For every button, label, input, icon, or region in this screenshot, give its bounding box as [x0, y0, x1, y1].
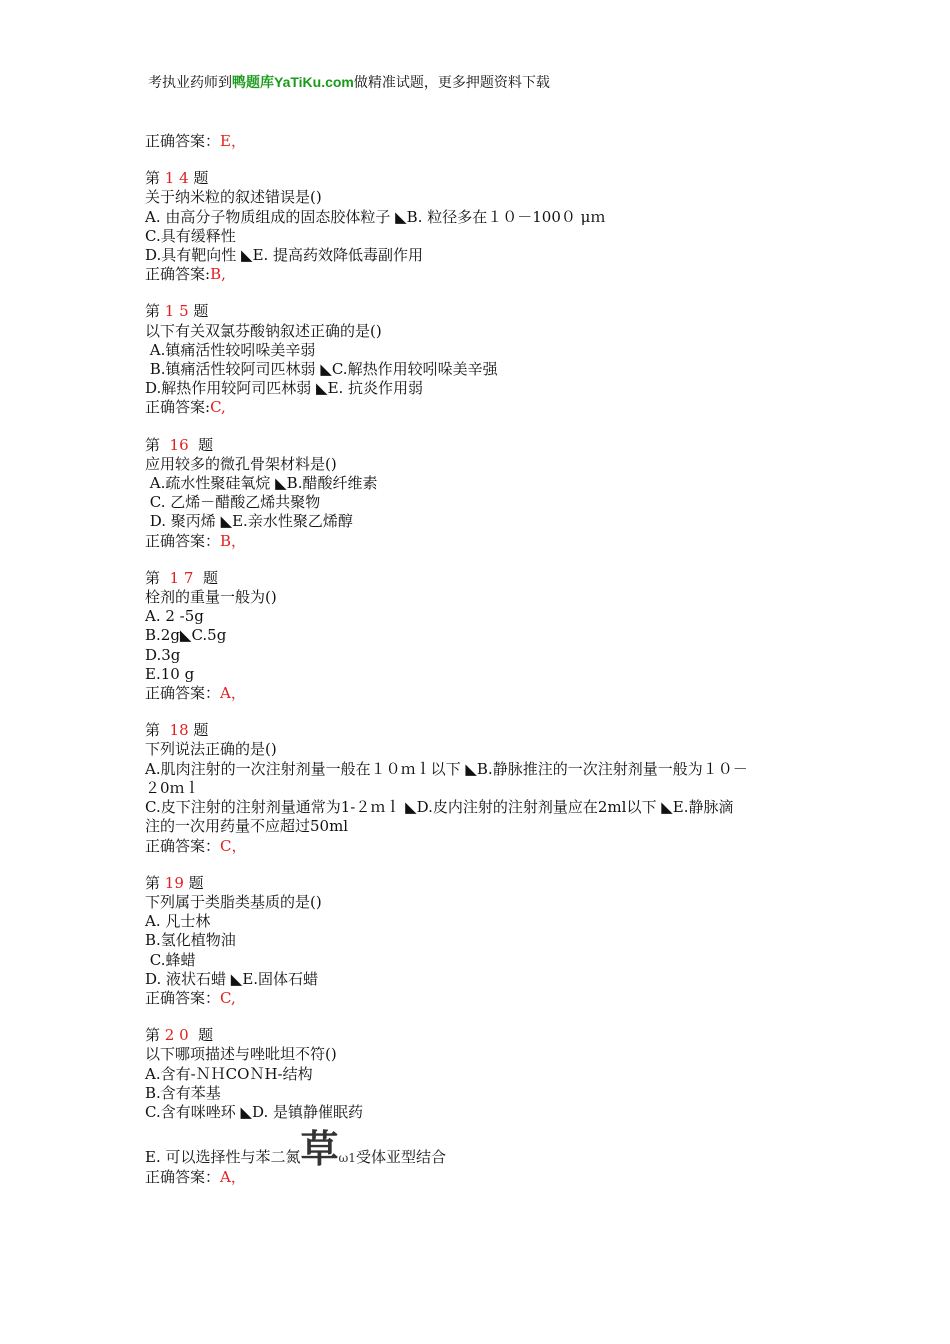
option-line: C.含有咪唑环 ◣D. 是镇静催眠药 [145, 1102, 364, 1121]
option-line: D.解热作用较阿司匹林弱 ◣E. 抗炎作用弱 [145, 379, 424, 398]
question-15 [145, 302, 810, 417]
question-stem: 应用较多的微孔骨架材料是() [145, 454, 337, 473]
answer-line: 正确答案:C, [145, 398, 226, 417]
question-stem: 以下有关双氯芬酸钠叙述正确的是() [145, 321, 382, 340]
question-stem: 下列说法正确的是() [145, 740, 277, 759]
answer-line: 正确答案：C， [145, 836, 247, 855]
header-suffix: 做精准试题，更多押题资料下载 [353, 75, 550, 91]
option-line: A.疏水性聚硅氧烷 ◣B.醋酸纤维素 [145, 474, 378, 493]
question-stem: 以下哪项描述与唑吡坦不符() [145, 1045, 337, 1064]
header-site[interactable]: YaTiKu [274, 74, 322, 90]
question-14 [145, 169, 810, 284]
embedded-formula-image: 草 [300, 1126, 339, 1172]
option-line: C.皮下注射的注射剂量通常为1-２ｍｌ ◣D.皮内注射的注射剂量应在2ml以下 ◣E.静脉滴 [145, 798, 734, 817]
question-19 [145, 874, 810, 1008]
option-line: A.含有-ＮＨCOＮH-结构 [145, 1064, 313, 1083]
option-line: A.肌肉注射的一次注射剂量一般在１０ｍｌ以下 ◣B.静脉推注的一次注射剂量一般为１０－ [145, 759, 748, 778]
question-heading: 第 1 5 题 [145, 302, 209, 321]
page-header [148, 72, 550, 92]
answer-line: 正确答案：C, [145, 988, 236, 1007]
answer-value: C, [210, 398, 226, 417]
answer-line: 正确答案：B， [145, 531, 247, 550]
answer-line: 正确答案：E， [145, 132, 246, 150]
answer-value: B, [210, 265, 226, 284]
question-20 [145, 1026, 810, 1187]
answer-value: A， [220, 1168, 246, 1187]
question-stem: 栓剂的重量一般为() [145, 588, 277, 607]
answer-value: E， [220, 132, 246, 150]
option-line: B.镇痛活性较阿司匹林弱 ◣C.解热作用较吲哚美辛强 [145, 360, 498, 379]
option-line-with-image: E. 可以选择性与苯二氮草ω1受体亚型结合 [145, 1126, 446, 1172]
question-heading: 第 1 7 题 [145, 568, 218, 587]
answer-value: B， [220, 531, 247, 550]
answer-line: 正确答案：A， [145, 1168, 246, 1187]
option-line: C. 乙烯－醋酸乙烯共聚物 [145, 493, 321, 512]
formula-subscript: ω1 [338, 1150, 356, 1165]
question-17 [145, 569, 810, 703]
question-heading: 第 16 题 [145, 435, 214, 454]
answer-value: C, [220, 988, 236, 1007]
option-line: ２0ｍｌ [145, 778, 200, 797]
option-line: B.含有苯基 [145, 1083, 221, 1102]
option-line: A. 2 -5g [145, 607, 204, 626]
header-domain[interactable]: .com [321, 74, 354, 90]
answer-line: 正确答案：A， [145, 684, 246, 703]
question-heading: 第 18 题 [145, 721, 209, 740]
option-line: D. 液状石蜡 ◣E.固体石蜡 [145, 969, 319, 988]
answer-value: C， [220, 836, 247, 855]
option-line: C.具有缓释性 [145, 226, 236, 245]
option-line: D.具有靶向性 ◣E. 提高药效降低毒副作用 [145, 246, 424, 265]
answer-value: A， [220, 684, 246, 703]
option-line: A.镇痛活性较吲哚美辛弱 [145, 340, 316, 359]
option-line: B.氢化植物油 [145, 931, 236, 950]
option-line: B.2g◣C.5g [145, 626, 227, 645]
option-line: D. 聚丙烯 ◣E.亲水性聚乙烯醇 [145, 512, 353, 531]
question-heading: 第 19 题 [145, 873, 204, 892]
option-line: A. 凡士林 [145, 912, 211, 931]
option-line: C.蜂蜡 [145, 950, 196, 969]
option-line: D.3g [145, 645, 181, 664]
question-stem: 关于纳米粒的叙述错误是() [145, 188, 322, 207]
question-18 [145, 721, 810, 855]
option-line: 注的一次用药量不应超过50ml [145, 817, 349, 836]
header-brand[interactable]: 鸭题库 [232, 75, 274, 91]
question-content [145, 132, 810, 1187]
question-stem: 下列属于类脂类基质的是() [145, 892, 322, 911]
question-heading: 第 2 0 题 [145, 1026, 214, 1045]
option-line: E.10 g [145, 664, 195, 683]
option-line: A. 由高分子物质组成的固态胶体粒子 ﻿◣B. 粒径多在１０－100０ μｍ [145, 207, 606, 226]
question-heading: 第 1 4 题 [145, 169, 209, 188]
answer-line: 正确答案:B, [145, 265, 226, 284]
header-prefix: 考执业药师到 [148, 75, 232, 91]
question-16 [145, 436, 810, 551]
